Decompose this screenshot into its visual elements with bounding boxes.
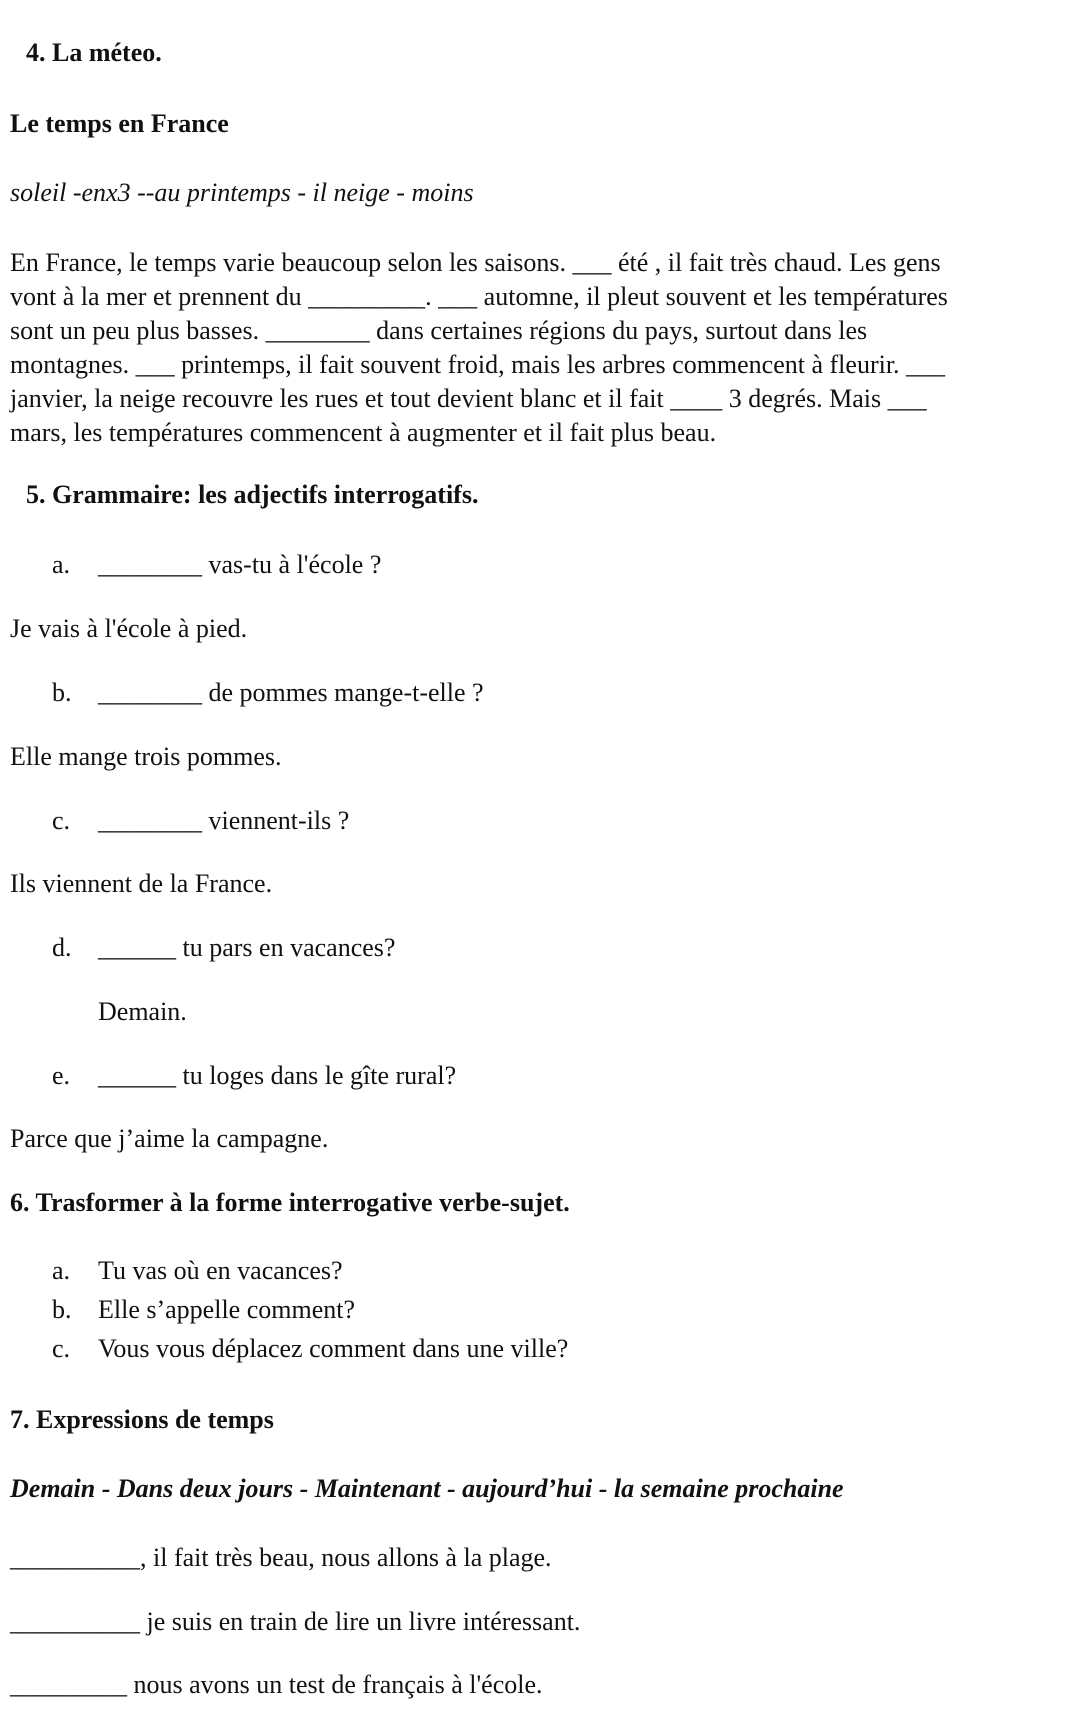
item-letter: a. <box>52 550 71 579</box>
section-4-heading: 4. La méteo. <box>26 38 162 67</box>
answer-text: Je vais à l'école à pied. <box>10 614 248 643</box>
question-text: ________ vas-tu à l'école ? <box>98 550 382 579</box>
item-letter: e. <box>52 1061 71 1090</box>
item-letter: a. <box>52 1256 71 1285</box>
item-letter: c. <box>52 1334 71 1363</box>
paragraph-line: sont un peu plus basses. ________ dans certaines régions du pays, surtout dans les <box>10 316 868 345</box>
answer-text: Demain. <box>98 997 187 1026</box>
list-item: Elle s’appelle comment? <box>98 1295 356 1324</box>
question-text: ________ de pommes mange-t-elle ? <box>98 678 484 707</box>
item-letter: b. <box>52 678 72 707</box>
paragraph-line: mars, les températures commencent à augmenter et il fait plus beau. <box>10 418 717 447</box>
section-6-heading: 6. Trasformer à la forme interrogative verbe-sujet. <box>10 1188 570 1217</box>
section-4-wordbank: soleil -enx3 --au printemps - il neige - moins <box>10 178 474 207</box>
fill-line: __________, il fait très beau, nous allons à la plage. <box>10 1543 552 1572</box>
section-4-subtitle: Le temps en France <box>10 109 229 138</box>
answer-text: Ils viennent de la France. <box>10 869 273 898</box>
paragraph-line: janvier, la neige recouvre les rues et tout devient blanc et il fait ____ 3 degrés. Mais ___ <box>10 384 927 413</box>
paragraph-line: En France, le temps varie beaucoup selon les saisons. ___ été , il fait très chaud. Les gens <box>10 248 941 277</box>
answer-text: Elle mange trois pommes. <box>10 742 282 771</box>
item-letter: c. <box>52 806 71 835</box>
list-item: Tu vas où en vacances? <box>98 1256 343 1285</box>
question-text: ________ viennent-ils ? <box>98 806 350 835</box>
item-letter: b. <box>52 1295 72 1324</box>
list-item: Vous vous déplacez comment dans une ville? <box>98 1334 569 1363</box>
section-5-heading: 5. Grammaire: les adjectifs interrogatifs. <box>26 480 479 509</box>
question-text: ______ tu pars en vacances? <box>98 933 396 962</box>
answer-text: Parce que j’aime la campagne. <box>10 1124 329 1153</box>
fill-line: _________ nous avons un test de français à l'école. <box>10 1670 543 1699</box>
paragraph-line: montagnes. ___ printemps, il fait souvent froid, mais les arbres commencent à fleurir. ___ <box>10 350 946 379</box>
question-text: ______ tu loges dans le gîte rural? <box>98 1061 457 1090</box>
fill-line: __________ je suis en train de lire un livre intéressant. <box>10 1607 581 1636</box>
item-letter: d. <box>52 933 72 962</box>
paragraph-line: vont à la mer et prennent du _________. ___ automne, il pleut souvent et les températures <box>10 282 948 311</box>
section-4-paragraph <box>10 246 1072 450</box>
section-7-heading: 7. Expressions de temps <box>10 1405 274 1434</box>
section-7-wordbank: Demain - Dans deux jours - Maintenant - aujourd’hui - la semaine prochaine <box>10 1474 844 1503</box>
